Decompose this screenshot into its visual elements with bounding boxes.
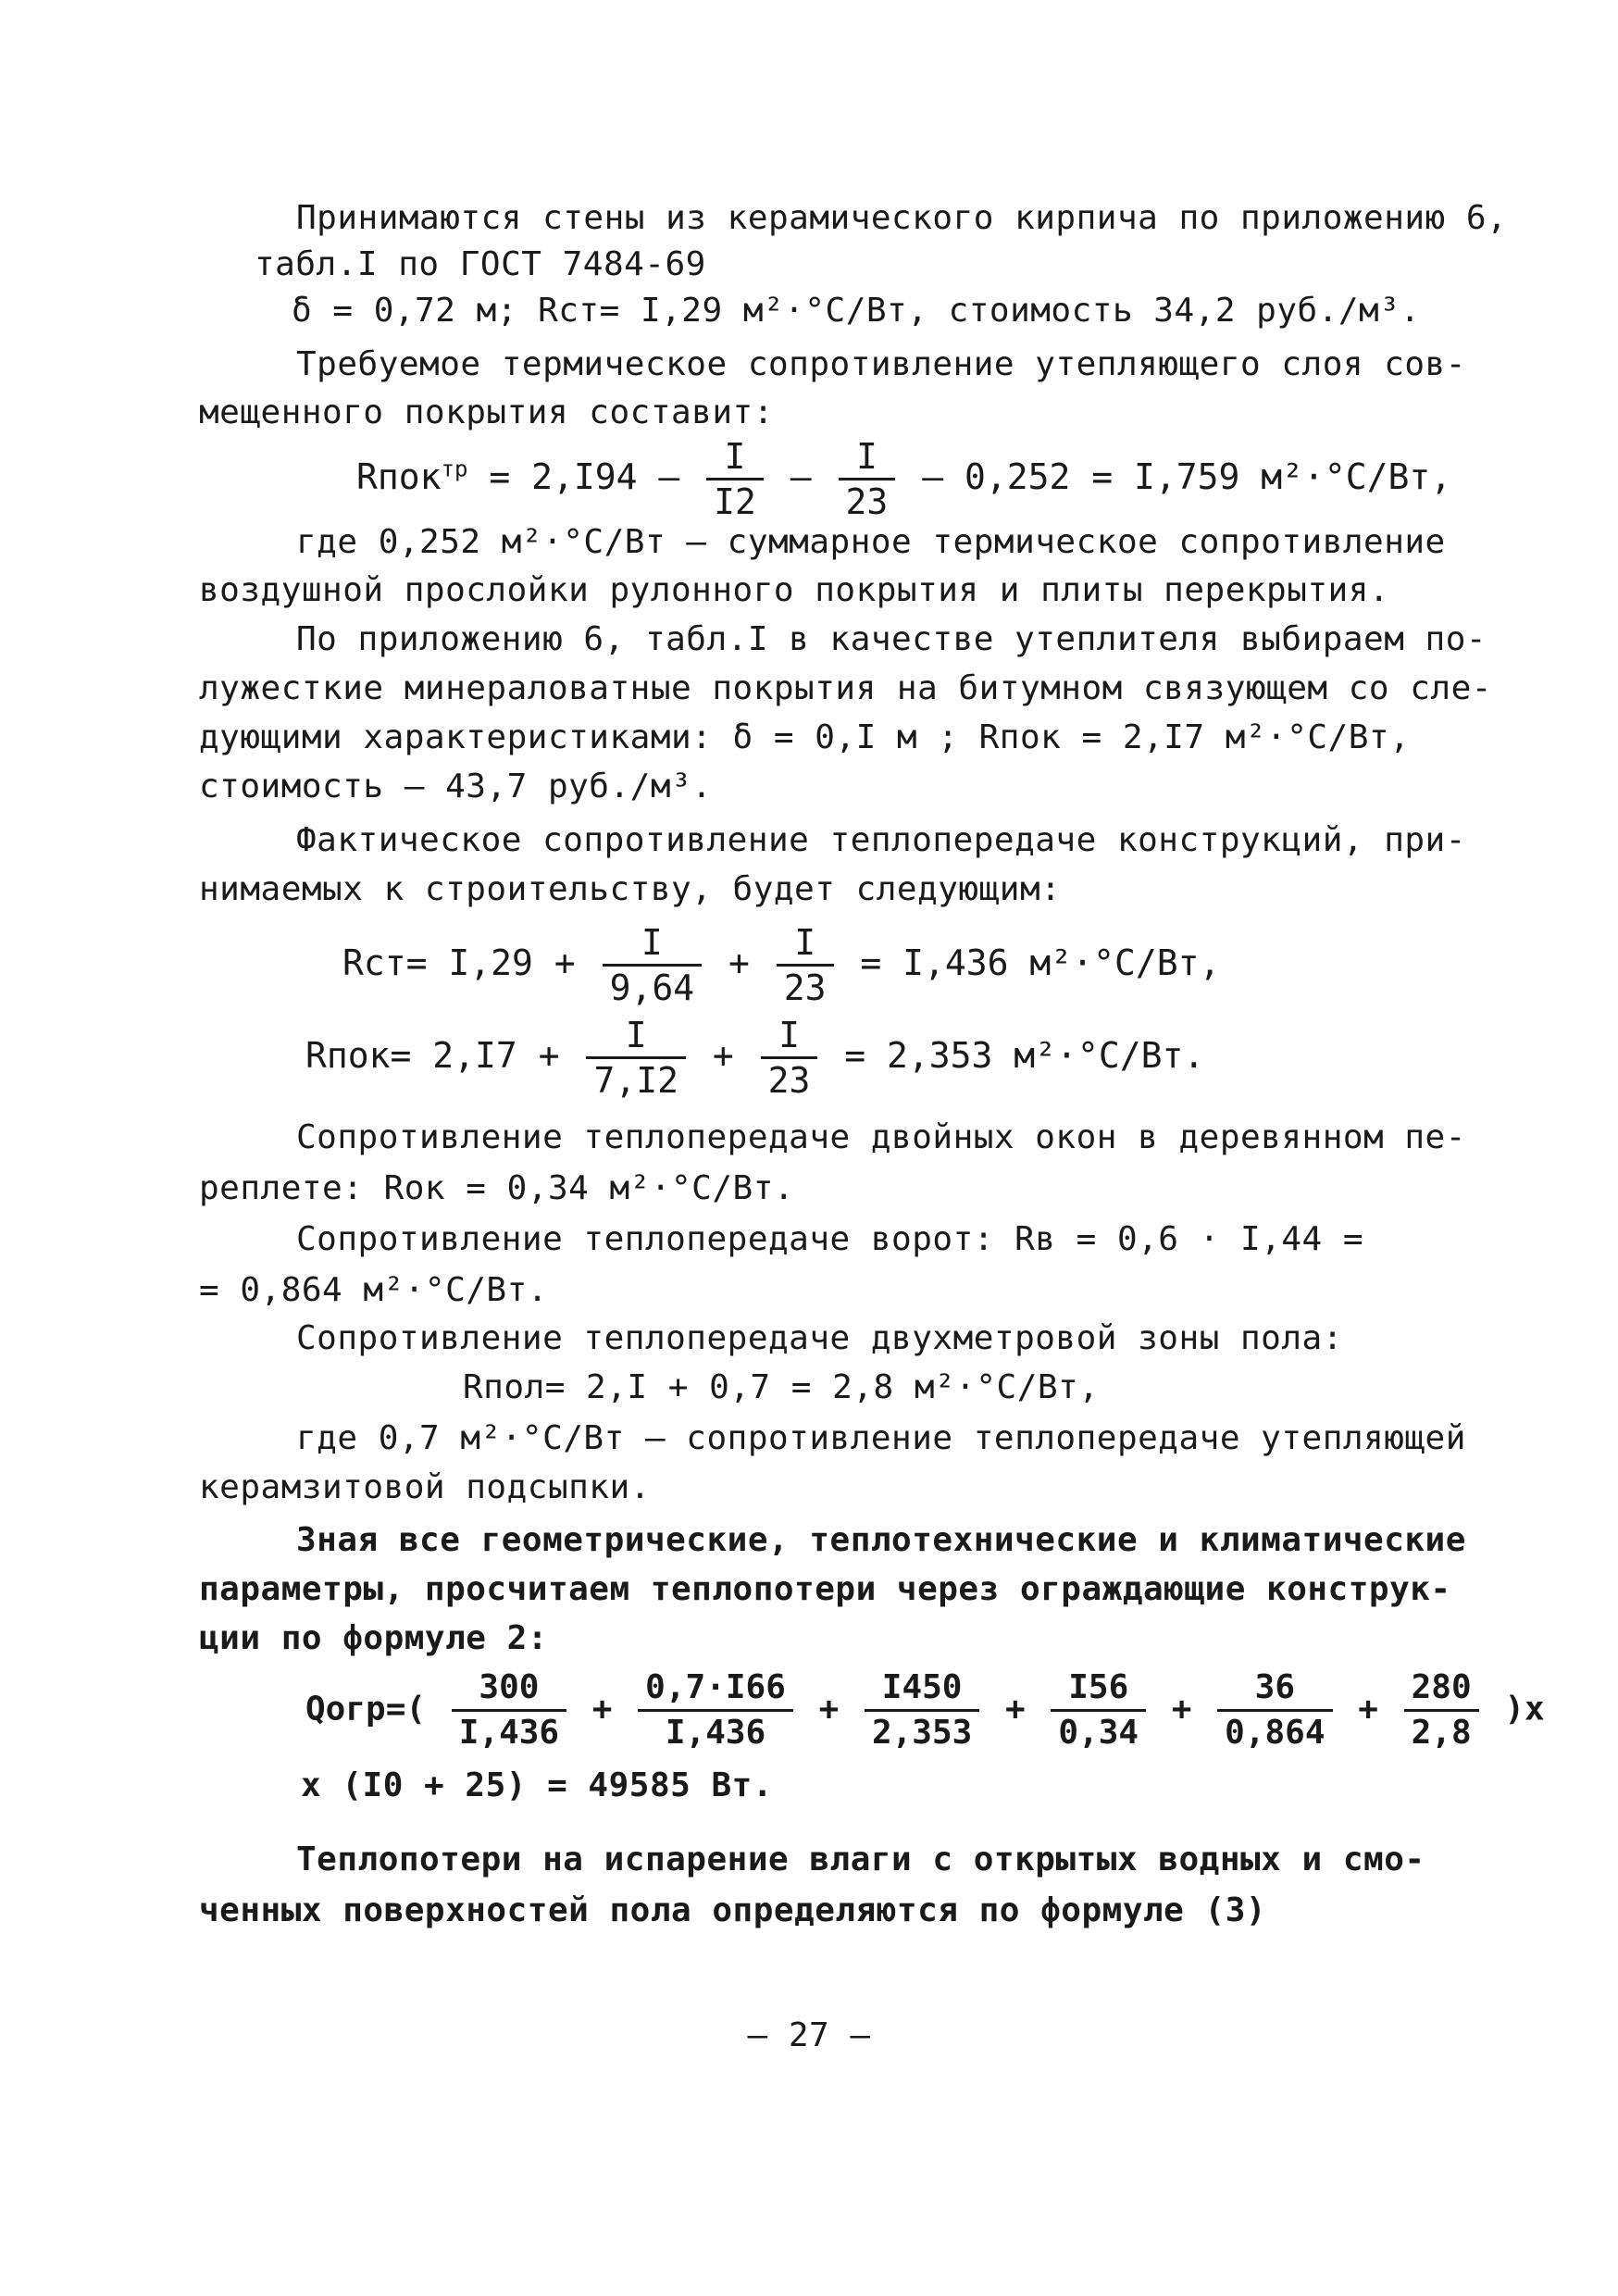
formula-op: +	[818, 1690, 840, 1728]
text-line: где 0,252 м²·°С/Вт – суммарное термическое сопротивление	[296, 523, 1446, 561]
fraction: $\frac{I}{23}$	[777, 921, 834, 1009]
fraction: $\frac{I}{23}$	[839, 435, 896, 523]
text-line: ции по формуле 2:	[199, 1619, 548, 1657]
text-line: где 0,7 м²·°С/Вт – сопротивление теплопередаче утепляющей	[296, 1419, 1466, 1457]
formula-heat-loss	[305, 1666, 1545, 1754]
text-line: параметры, просчитаем теплопотери через ограждающие конструк-	[199, 1570, 1451, 1608]
formula-term: = 2,I94 –	[489, 456, 680, 497]
text-line: Зная все геометрические, теплотехнические и климатические	[296, 1521, 1466, 1559]
formula-op: +	[1005, 1690, 1026, 1728]
fraction: $\frac{0,7\cdot I66}{I,436}$	[638, 1666, 793, 1754]
formula-term: – 0,252 = I,759 м²·°С/Вт,	[922, 456, 1452, 497]
text-line: нимаемых к строительству, будет следующим:	[199, 870, 1062, 908]
formula-op: +	[1171, 1690, 1192, 1728]
text-line: Rпол= 2,I + 0,7 = 2,8 м²·°С/Вт,	[463, 1368, 1100, 1406]
formula-op: )х	[1504, 1690, 1545, 1728]
fraction: $\frac{280}{2,8}$	[1404, 1666, 1479, 1754]
text-line: воздушной прослойки рулонного покрытия и плиты перекрытия.	[199, 571, 1390, 609]
formula-r-roof	[305, 1014, 1204, 1102]
formula-op: +	[1358, 1690, 1378, 1728]
formula-lhs: Rпок	[356, 456, 442, 497]
fraction: $\frac{36}{0,864}$	[1217, 1666, 1332, 1754]
formula-op: +	[712, 1035, 734, 1076]
formula-sup: тр	[441, 455, 468, 482]
text-line: стоимость – 43,7 руб./м³.	[199, 767, 713, 805]
page-number: – 27 –	[747, 2016, 871, 2054]
fraction: $\frac{I56}{0,34}$	[1051, 1666, 1146, 1754]
formula-r-required	[356, 435, 1451, 523]
formula-rhs: = I,436 м²·°С/Вт,	[860, 942, 1221, 983]
text-line: По приложению 6, табл.I в качестве утеплителя выбираем по-	[296, 620, 1487, 658]
formula-op: +	[591, 1690, 613, 1728]
text-line: мещенного покрытия составит:	[199, 393, 774, 431]
text-line: реплете: Rок = 0,34 м²·°С/Вт.	[199, 1169, 795, 1207]
text-line: ченных поверхностей пола определяются по формуле (3)	[199, 1891, 1267, 1929]
formula-lhs: Rст= I,29 +	[342, 942, 576, 983]
fraction: $\frac{I}{9,64}$	[603, 921, 703, 1009]
formula-lhs: Rпок= 2,I7 +	[305, 1035, 560, 1076]
text-line: Требуемое термическое сопротивление утепляющего слоя сов-	[296, 345, 1466, 383]
formula-r-wall	[342, 921, 1220, 1009]
text-line: Принимаются стены из керамического кирпича по приложению 6,	[296, 199, 1508, 237]
text-line: = 0,864 м²·°С/Вт.	[199, 1271, 548, 1309]
text-line: х (I0 + 25) = 49585 Вт.	[301, 1766, 773, 1804]
fraction: $\frac{300}{I,436}$	[452, 1666, 566, 1754]
text-line: Сопротивление теплопередаче двухметровой зоны пола:	[296, 1319, 1343, 1357]
fraction: $\frac{I}{7,I2}$	[586, 1014, 686, 1102]
text-line: Сопротивление теплопередаче двойных окон в деревянном пе-	[296, 1118, 1466, 1156]
text-line: лужесткие минераловатные покрытия на битумном связующем со сле-	[199, 669, 1492, 707]
fraction: $\frac{I450}{2,353}$	[865, 1666, 979, 1754]
fraction: $\frac{I}{23}$	[761, 1014, 818, 1102]
text-line: Фактическое сопротивление теплопередаче конструкций, при-	[296, 821, 1466, 859]
formula-lhs: Qогр=(	[305, 1690, 427, 1728]
fraction: $\frac{I}{I2}$	[706, 435, 764, 523]
text-line: Теплопотери на испарение влаги с открытых водных и смо-	[296, 1841, 1425, 1878]
text-line: Сопротивление теплопередаче ворот: Rв = 0,6 · I,44 =	[296, 1220, 1364, 1258]
text-line: дующими характеристиками: δ = 0,I м ; Rпок = 2,I7 м²·°С/Вт,	[199, 718, 1411, 756]
text-line: табл.I по ГОСТ 7484-69	[255, 245, 706, 283]
formula-rhs: = 2,353 м²·°С/Вт.	[844, 1035, 1205, 1076]
formula-op: +	[728, 942, 750, 983]
formula-op: –	[790, 456, 812, 497]
text-line: δ = 0,72 м; Rст= I,29 м²·°С/Вт, стоимость 34,2 руб./м³.	[292, 292, 1421, 330]
text-line: керамзитовой подсыпки.	[199, 1468, 651, 1506]
